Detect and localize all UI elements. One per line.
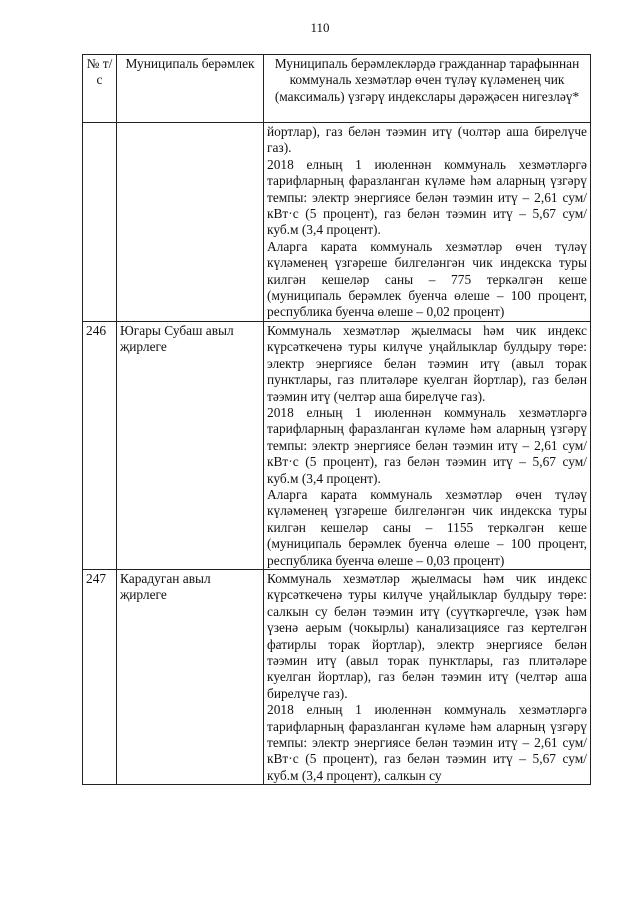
- row-number: 247: [83, 569, 117, 784]
- description-paragraph: 2018 елның 1 июленнән коммуналь хезмәтләргә тарифларның фаразланган күләме һәм аларның үзгәрү темпы: электр энергиясе белән тәэмин итү – 2,61 сум/кВт·с (5 процент), газ белән тәэмин итү – 5,67 сум/куб.м (3,4 процент).: [267, 404, 587, 486]
- row-municipality: [117, 123, 264, 322]
- row-description: [264, 123, 591, 322]
- table-row: [83, 123, 591, 322]
- description-paragraph: 2018 елның 1 июленнән коммуналь хезмәтләргә тарифларның фаразланган күләме һәм аларның үзгәрү темпы: электр энергиясе белән тәэмин итү – 2,61 сум/кВт·с (5 процент), газ белән тәэмин итү – 5,67 сум/куб.м (3,4 процент).: [267, 156, 587, 238]
- table-row: [83, 321, 591, 569]
- header-municipality: Муниципаль берәмлек: [117, 55, 264, 123]
- row-description: [264, 569, 591, 784]
- row-number: [83, 123, 117, 322]
- table-row: [83, 569, 591, 784]
- description-paragraph: йортлар), газ белән тәэмин итү (чолтәр аша бирелүче газ).: [267, 124, 587, 156]
- row-number: 246: [83, 321, 117, 569]
- description-paragraph: Аларга карата коммуналь хезмәтләр өчен түләү күләменең үзгәреше билгеләнгән чик индекска туры килгән кешеләр саны – 775 теркәлгән кеше (муниципаль берәмлек буенча өлеше – 100 процент, республика буенча өлеше – 0,02 процент): [267, 238, 587, 320]
- header-description: Муниципаль берәмлекләрдә гражданнар тарафыннан коммуналь хезмәтләр өчен түләү күләменең чик (максималь) үзгәрү индекслары дәрәҗәсен нигезләү*: [264, 55, 591, 123]
- page-number: 110: [310, 20, 330, 35]
- description-paragraph: Коммуналь хезмәтләр җыелмасы һәм чик индекс күрсәткеченә туры килүче уңайлыклар булдыру төре: салкын су белән тәэмин итү (суүткәргечле, үзәк һәм үзенә аерым (чокырлы) канализациясе газ кертелгән фатирлы торак йортлар), электр энергиясе белән тәэмин итү (авыл торак пунктлары, газ плитәләре куелган йортлар), газ белән тәэмин итү (челтәр аша бирелүче газ).: [267, 570, 587, 701]
- description-paragraph: 2018 елның 1 июленнән коммуналь хезмәтләргә тарифларның фаразланган күләме һәм аларның үзгәрү темпы: электр энергиясе белән тәэмин итү – 2,61 сум/кВт·с (5 процент), газ белән тәэмин итү – 5,67 сум/куб.м (3,4 процент), салкын су: [267, 702, 587, 783]
- row-municipality: Карадуган авыл җирлеге: [117, 569, 264, 784]
- description-paragraph: Коммуналь хезмәтләр җыелмасы һәм чик индекс күрсәткеченә туры килүче уңайлыклар булдыру төре: электр энергиясе белән тәэмин итү (авыл торак пунктлары, газ плитәләре куелган йортлар), газ белән тәэмин итү (челтәр аша бирелүче газ).: [267, 322, 587, 404]
- row-municipality: Югары Субаш авыл җирлеге: [117, 321, 264, 569]
- row-description: [264, 321, 591, 569]
- indices-table: [82, 54, 591, 785]
- description-paragraph: Аларга карата коммуналь хезмәтләр өчен түләү күләменең үзгәреше билгеләнгән чик индекска туры килгән кешеләр саны – 1155 теркәлгән кеше (муниципаль берәмлек буенча өлеше – 100 процент, республика буенча өлеше – 0,03 процент): [267, 486, 587, 568]
- header-number: № т/с: [83, 55, 117, 123]
- table-header-row: [83, 55, 591, 123]
